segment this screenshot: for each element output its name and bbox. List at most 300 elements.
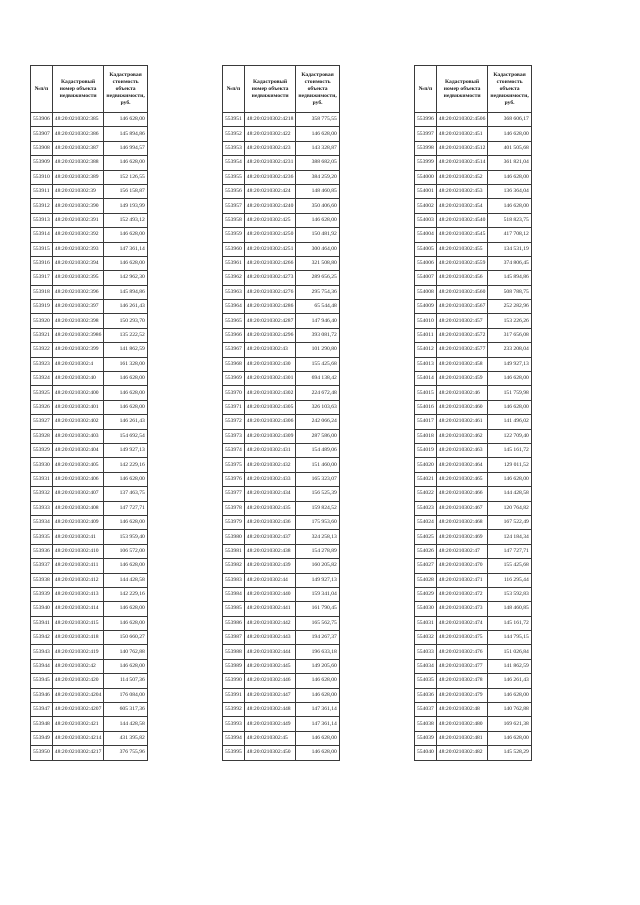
cadastral-value: 146 628,00 — [104, 559, 147, 573]
row-number: 554030 — [415, 602, 437, 616]
cadastral-number: 48:20:0210302:460 — [436, 400, 488, 414]
table-row — [415, 271, 532, 285]
cadastral-value: 159 824,52 — [296, 501, 339, 515]
cadastral-number: 48:20:0210302:4309 — [244, 429, 296, 443]
cadastral-number: 48:20:0210302:443 — [244, 631, 296, 645]
row-number: 553929 — [31, 443, 53, 457]
row-number: 553992 — [223, 703, 245, 717]
cadastral-number: 48:20:0210302:45 — [244, 731, 296, 745]
table-row — [223, 357, 340, 371]
table-row — [223, 199, 340, 213]
cadastral-value: 160 205,82 — [296, 559, 339, 573]
cadastral-value: 508 788,75 — [488, 285, 531, 299]
table-row — [31, 515, 148, 529]
cadastral-number: 48:20:0210302:4214 — [52, 731, 104, 745]
cadastral-value: 154 489,06 — [296, 443, 339, 457]
cadastral-number: 48:20:0210302:4540 — [436, 213, 488, 227]
table-row — [31, 156, 148, 170]
table-row — [31, 415, 148, 429]
table-row — [223, 530, 340, 544]
cadastral-value: 317 656,08 — [488, 328, 531, 342]
row-number: 553923 — [31, 357, 53, 371]
header-value: Кадастровая стоимость объекта недвижимости, руб. — [104, 66, 147, 113]
cadastral-value: 146 628,00 — [104, 400, 147, 414]
cadastral-value: 146 628,00 — [488, 400, 531, 414]
cadastral-value: 146 628,00 — [104, 372, 147, 386]
cadastral-number: 48:20:0210302:415 — [52, 616, 104, 630]
cadastral-number: 48:20:0210302:406 — [52, 472, 104, 486]
row-number: 553967 — [223, 343, 245, 357]
cadastral-value: 145 161,72 — [488, 443, 531, 457]
table-row — [223, 300, 340, 314]
cadastral-value: 142 962,30 — [104, 271, 147, 285]
table-row — [223, 141, 340, 155]
cadastral-value: 149 927,13 — [488, 357, 531, 371]
row-number: 553949 — [31, 731, 53, 745]
row-number: 553963 — [223, 285, 245, 299]
header-row — [415, 66, 532, 113]
cadastral-number: 48:20:0210302:44 — [244, 573, 296, 587]
cadastral-value: 146 628,00 — [296, 746, 339, 760]
row-number: 554015 — [415, 386, 437, 400]
row-number: 554020 — [415, 458, 437, 472]
table-row — [223, 587, 340, 601]
row-number: 554019 — [415, 443, 437, 457]
cadastral-number: 48:20:0210302:4559 — [436, 256, 488, 270]
table-row — [415, 242, 532, 256]
cadastral-value: 287 586,00 — [296, 429, 339, 443]
cadastral-value: 149 927,13 — [296, 573, 339, 587]
cadastral-value: 140 762,88 — [104, 645, 147, 659]
table-row — [31, 616, 148, 630]
cadastral-number: 48:20:0210302:469 — [436, 530, 488, 544]
row-number: 554021 — [415, 472, 437, 486]
table-row — [31, 400, 148, 414]
cadastral-number: 48:20:0210302:4512 — [436, 141, 488, 155]
cadastral-value: 151 026,84 — [488, 645, 531, 659]
cadastral-value: 161 328,00 — [104, 357, 147, 371]
table-row — [31, 429, 148, 443]
cadastral-number: 48:20:0210302:432 — [244, 458, 296, 472]
cadastral-number: 48:20:0210302:395 — [52, 271, 104, 285]
cadastral-number: 48:20:0210302:4305 — [244, 400, 296, 414]
cadastral-number: 48:20:0210302:399 — [52, 343, 104, 357]
cadastral-value: 141 862,59 — [488, 659, 531, 673]
cadastral-number: 48:20:0210302:397 — [52, 300, 104, 314]
cadastral-number: 48:20:0210302:478 — [436, 674, 488, 688]
cadastral-value: 146 628,00 — [296, 731, 339, 745]
cadastral-number: 48:20:0210302:477 — [436, 659, 488, 673]
cadastral-value: 146 628,00 — [104, 386, 147, 400]
row-number: 553922 — [31, 343, 53, 357]
row-number: 553948 — [31, 717, 53, 731]
row-number: 554008 — [415, 285, 437, 299]
row-number: 554012 — [415, 343, 437, 357]
row-number: 553930 — [31, 458, 53, 472]
cadastral-number: 48:20:0210302:463 — [436, 443, 488, 457]
cadastral-number: 48:20:0210302:4577 — [436, 343, 488, 357]
table-row — [31, 199, 148, 213]
row-number: 553984 — [223, 587, 245, 601]
cadastral-value: 161 790,45 — [296, 602, 339, 616]
cadastral-value: 368 606,17 — [488, 113, 531, 127]
cadastral-value: 147 361,14 — [296, 717, 339, 731]
cadastral-number: 48:20:0210302:459 — [436, 372, 488, 386]
table-row — [223, 631, 340, 645]
cadastral-number: 48:20:0210302:433 — [244, 472, 296, 486]
table-row — [31, 357, 148, 371]
row-number: 553970 — [223, 386, 245, 400]
cadastral-value: 146 628,00 — [488, 170, 531, 184]
table-row — [31, 746, 148, 760]
row-number: 553907 — [31, 127, 53, 141]
cadastral-number: 48:20:0210302:412 — [52, 573, 104, 587]
cadastral-number: 48:20:0210302:479 — [436, 688, 488, 702]
header-num: №п/п — [415, 66, 437, 113]
row-number: 553997 — [415, 127, 437, 141]
cadastral-number: 48:20:0210302:435 — [244, 501, 296, 515]
table-row — [31, 285, 148, 299]
table-body — [415, 113, 532, 761]
cadastral-value: 224 672,48 — [296, 386, 339, 400]
row-number: 553966 — [223, 328, 245, 342]
cadastral-value: 144 428,58 — [104, 717, 147, 731]
cadastral-number: 48:20:0210302:422 — [244, 127, 296, 141]
table-row — [415, 674, 532, 688]
cadastral-value: 143 328,87 — [296, 141, 339, 155]
table-row — [31, 300, 148, 314]
cadastral-number: 48:20:0210302:453 — [436, 184, 488, 198]
register-table-3 — [414, 65, 532, 761]
table-row — [415, 141, 532, 155]
cadastral-number: 48:20:0210302:3986 — [52, 328, 104, 342]
cadastral-value: 147 727,71 — [488, 544, 531, 558]
row-number: 554018 — [415, 429, 437, 443]
cadastral-number: 48:20:0210302:4266 — [244, 256, 296, 270]
table-row — [415, 285, 532, 299]
cadastral-number: 48:20:0210302:4560 — [436, 285, 488, 299]
row-number: 554025 — [415, 530, 437, 544]
row-number: 553993 — [223, 717, 245, 731]
cadastral-value: 146 628,00 — [296, 213, 339, 227]
cadastral-number: 48:20:0210302:393 — [52, 242, 104, 256]
cadastral-value: 146 628,00 — [488, 688, 531, 702]
cadastral-value: 146 628,00 — [104, 659, 147, 673]
row-number: 554040 — [415, 746, 437, 760]
cadastral-value: 518 823,75 — [488, 213, 531, 227]
row-number: 553990 — [223, 674, 245, 688]
table-row — [223, 271, 340, 285]
table-row — [223, 285, 340, 299]
table-row — [223, 659, 340, 673]
cadastral-value: 384 259,20 — [296, 170, 339, 184]
table-row — [31, 113, 148, 127]
row-number: 553919 — [31, 300, 53, 314]
cadastral-value: 350 406,60 — [296, 199, 339, 213]
table-row — [223, 472, 340, 486]
cadastral-value: 156 525,39 — [296, 487, 339, 501]
cadastral-number: 48:20:0210302:467 — [436, 501, 488, 515]
row-number: 554002 — [415, 199, 437, 213]
cadastral-number: 48:20:0210302:480 — [436, 717, 488, 731]
cadastral-number: 48:20:0210302:43 — [244, 343, 296, 357]
cadastral-value: 145 894,86 — [104, 127, 147, 141]
row-number: 554034 — [415, 659, 437, 673]
table-row — [415, 184, 532, 198]
table-row — [223, 674, 340, 688]
row-number: 554017 — [415, 415, 437, 429]
row-number: 553959 — [223, 228, 245, 242]
cadastral-number: 48:20:0210302:4296 — [244, 328, 296, 342]
row-number: 553974 — [223, 443, 245, 457]
row-number: 554031 — [415, 616, 437, 630]
row-number: 553952 — [223, 127, 245, 141]
row-number: 553913 — [31, 213, 53, 227]
table-row — [223, 487, 340, 501]
cadastral-number: 48:20:0210302:4276 — [244, 285, 296, 299]
table-row — [223, 429, 340, 443]
table-row — [223, 415, 340, 429]
row-number: 553932 — [31, 487, 53, 501]
table-row — [31, 559, 148, 573]
cadastral-value: 300 464,00 — [296, 242, 339, 256]
cadastral-value: 146 628,00 — [488, 372, 531, 386]
cadastral-value: 146 261,43 — [104, 300, 147, 314]
cadastral-number: 48:20:0210302:437 — [244, 530, 296, 544]
row-number: 553983 — [223, 573, 245, 587]
table-row — [415, 746, 532, 760]
row-number: 554005 — [415, 242, 437, 256]
cadastral-number: 48:20:0210302:471 — [436, 573, 488, 587]
cadastral-value: 358 775,55 — [296, 113, 339, 127]
cadastral-number: 48:20:0210302:48 — [436, 703, 488, 717]
cadastral-number: 48:20:0210302:447 — [244, 688, 296, 702]
table-row — [31, 631, 148, 645]
row-number: 554013 — [415, 357, 437, 371]
cadastral-number: 48:20:0210302:387 — [52, 141, 104, 155]
table-row — [31, 328, 148, 342]
table-row — [415, 314, 532, 328]
table-row — [31, 372, 148, 386]
cadastral-number: 48:20:0210302:473 — [436, 602, 488, 616]
table-row — [415, 645, 532, 659]
table-row — [415, 228, 532, 242]
table-row — [223, 602, 340, 616]
table-row — [415, 573, 532, 587]
cadastral-number: 48:20:0210302:414 — [52, 602, 104, 616]
cadastral-number: 48:20:0210302:4273 — [244, 271, 296, 285]
row-number: 554014 — [415, 372, 437, 386]
cadastral-number: 48:20:0210302:4204 — [52, 688, 104, 702]
cadastral-value: 145 528,29 — [488, 746, 531, 760]
table-row — [415, 487, 532, 501]
table-row — [415, 386, 532, 400]
cadastral-value: 146 628,00 — [104, 616, 147, 630]
cadastral-value: 144 428,58 — [104, 573, 147, 587]
cadastral-value: 137 463,75 — [104, 487, 147, 501]
cadastral-number: 48:20:0210302:470 — [436, 559, 488, 573]
row-number: 553975 — [223, 458, 245, 472]
row-number: 553938 — [31, 573, 53, 587]
cadastral-value: 156 158,87 — [104, 184, 147, 198]
row-number: 553977 — [223, 487, 245, 501]
row-number: 553928 — [31, 429, 53, 443]
cadastral-value: 147 946,40 — [296, 314, 339, 328]
table-row — [415, 256, 532, 270]
cadastral-number: 48:20:0210302:465 — [436, 472, 488, 486]
cadastral-number: 48:20:0210302:436 — [244, 515, 296, 529]
cadastral-number: 48:20:0210302:4545 — [436, 228, 488, 242]
cadastral-number: 48:20:0210302:409 — [52, 515, 104, 529]
cadastral-number: 48:20:0210302:413 — [52, 587, 104, 601]
table-row — [31, 472, 148, 486]
row-number: 553976 — [223, 472, 245, 486]
cadastral-value: 114 507,36 — [104, 674, 147, 688]
row-number: 553914 — [31, 228, 53, 242]
cadastral-value: 374 806,45 — [488, 256, 531, 270]
row-number: 553985 — [223, 602, 245, 616]
table-row — [223, 544, 340, 558]
row-number: 553955 — [223, 170, 245, 184]
row-number: 554029 — [415, 587, 437, 601]
row-number: 553939 — [31, 587, 53, 601]
table-row — [223, 731, 340, 745]
table-row — [31, 127, 148, 141]
table-row — [415, 113, 532, 127]
cadastral-number: 48:20:0210302:407 — [52, 487, 104, 501]
cadastral-value: 136 364,04 — [488, 184, 531, 198]
cadastral-number: 48:20:0210302:46 — [436, 386, 488, 400]
row-number: 553999 — [415, 156, 437, 170]
row-number: 553996 — [415, 113, 437, 127]
row-number: 553995 — [223, 746, 245, 760]
header-num: №п/п — [223, 66, 245, 113]
table-row — [223, 645, 340, 659]
cadastral-value: 146 628,00 — [296, 674, 339, 688]
table-row — [31, 659, 148, 673]
row-number: 554032 — [415, 631, 437, 645]
table-row — [415, 587, 532, 601]
table-row — [415, 472, 532, 486]
table-row — [415, 688, 532, 702]
table-row — [223, 184, 340, 198]
row-number: 553956 — [223, 184, 245, 198]
cadastral-value: 124 184,34 — [488, 530, 531, 544]
cadastral-number: 48:20:0210302:425 — [244, 213, 296, 227]
cadastral-value: 289 656,25 — [296, 271, 339, 285]
cadastral-value: 146 628,00 — [296, 688, 339, 702]
cadastral-number: 48:20:0210302:41 — [52, 530, 104, 544]
cadastral-number: 48:20:0210302:431 — [244, 443, 296, 457]
table-row — [223, 515, 340, 529]
cadastral-value: 106 572,00 — [104, 544, 147, 558]
cadastral-value: 122 709,40 — [488, 429, 531, 443]
cadastral-value: 146 628,00 — [488, 127, 531, 141]
cadastral-number: 48:20:0210302:396 — [52, 285, 104, 299]
cadastral-number: 48:20:0210302:402 — [52, 415, 104, 429]
cadastral-value: 151 759,98 — [488, 386, 531, 400]
table-row — [415, 559, 532, 573]
cadastral-value: 145 894,86 — [488, 271, 531, 285]
table-row — [223, 400, 340, 414]
cadastral-number: 48:20:0210302:440 — [244, 587, 296, 601]
row-number: 553925 — [31, 386, 53, 400]
cadastral-value: 146 628,00 — [296, 127, 339, 141]
row-number: 553998 — [415, 141, 437, 155]
cadastral-value: 154 692,54 — [104, 429, 147, 443]
table-row — [223, 746, 340, 760]
table-row — [31, 386, 148, 400]
cadastral-value: 142 229,16 — [104, 587, 147, 601]
cadastral-value: 694 138,42 — [296, 372, 339, 386]
row-number: 553969 — [223, 372, 245, 386]
table-row — [31, 184, 148, 198]
header-num: №п/п — [31, 66, 53, 113]
cadastral-number: 48:20:0210302:389 — [52, 170, 104, 184]
table-row — [31, 573, 148, 587]
cadastral-number: 48:20:0210302:476 — [436, 645, 488, 659]
table-row — [31, 587, 148, 601]
cadastral-number: 48:20:0210302:394 — [52, 256, 104, 270]
cadastral-value: 148 460,85 — [488, 602, 531, 616]
row-number: 553935 — [31, 530, 53, 544]
table-row — [415, 328, 532, 342]
cadastral-number: 48:20:0210302:449 — [244, 717, 296, 731]
table-row — [223, 688, 340, 702]
table-row — [415, 616, 532, 630]
table-row — [415, 400, 532, 414]
cadastral-value: 146 261,43 — [104, 415, 147, 429]
table-row — [415, 415, 532, 429]
table-row — [415, 631, 532, 645]
cadastral-number: 48:20:0210302:423 — [244, 141, 296, 155]
cadastral-number: 48:20:0210302:4236 — [244, 170, 296, 184]
cadastral-value: 165 562,75 — [296, 616, 339, 630]
table-row — [223, 717, 340, 731]
table-row — [223, 559, 340, 573]
table-row — [31, 487, 148, 501]
row-number: 553934 — [31, 515, 53, 529]
row-number: 554007 — [415, 271, 437, 285]
table-row — [415, 544, 532, 558]
cadastral-number: 48:20:0210302:403 — [52, 429, 104, 443]
table-row — [223, 156, 340, 170]
cadastral-value: 146 261,43 — [488, 674, 531, 688]
cadastral-number: 48:20:0210302:456 — [436, 271, 488, 285]
row-number: 554035 — [415, 674, 437, 688]
row-number: 554011 — [415, 328, 437, 342]
row-number: 553988 — [223, 645, 245, 659]
register-table-1 — [30, 65, 148, 761]
cadastral-number: 48:20:0210302:482 — [436, 746, 488, 760]
row-number: 553954 — [223, 156, 245, 170]
header-cadastral: Кадастровый номер объекта недвижимости — [52, 66, 104, 113]
table-row — [223, 703, 340, 717]
cadastral-number: 48:20:0210302:39 — [52, 184, 104, 198]
cadastral-value: 150 293,70 — [104, 314, 147, 328]
cadastral-value: 361 821,04 — [488, 156, 531, 170]
register-table-2 — [222, 65, 340, 761]
table-row — [415, 429, 532, 443]
row-number: 553950 — [31, 746, 53, 760]
cadastral-value: 605 317,36 — [104, 703, 147, 717]
cadastral-number: 48:20:0210302:454 — [436, 199, 488, 213]
table-row — [415, 213, 532, 227]
table-row — [223, 372, 340, 386]
cadastral-number: 48:20:0210302:4572 — [436, 328, 488, 342]
cadastral-number: 48:20:0210302:444 — [244, 645, 296, 659]
cadastral-value: 149 205,60 — [296, 659, 339, 673]
